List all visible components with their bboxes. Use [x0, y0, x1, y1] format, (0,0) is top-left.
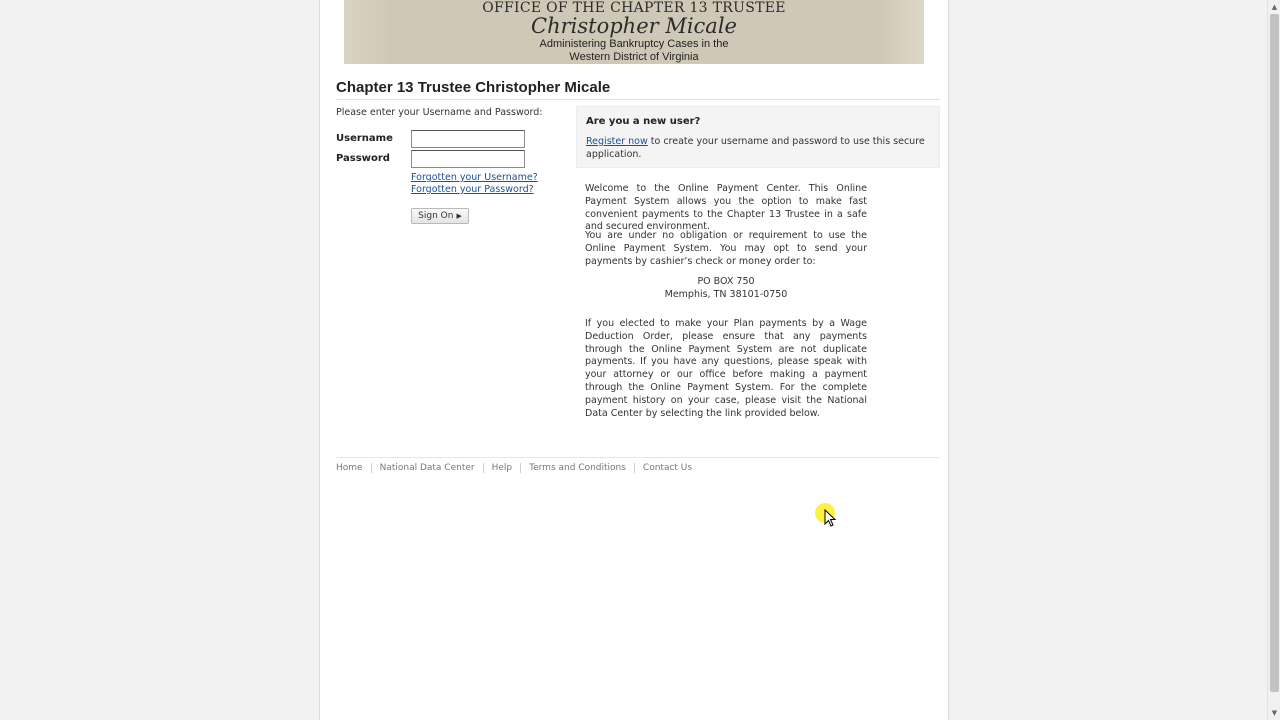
footer-link-contact-us[interactable]: Contact Us: [634, 463, 700, 473]
footer-link-national-data-center[interactable]: National Data Center: [371, 463, 483, 473]
banner-subtitle-line2: Western District of Virginia: [569, 51, 699, 63]
mouse-pointer-icon: [824, 509, 836, 527]
username-label: Username: [336, 133, 393, 144]
forgot-username-link[interactable]: Forgotten your Username?: [411, 172, 538, 183]
register-description: to create your username and password to use this secure application.: [586, 136, 925, 160]
sign-on-button[interactable]: [411, 208, 469, 224]
wage-deduction-paragraph: If you elected to make your Plan payments by a Wage Deduction Order, please ensure that any payments through the Online Payment System are not duplicate payments. If you have any questions, please speak with your attorney or our office before making a payment through the Online Payment System. For the complete payment history on your case, please visit the National Data Center by selecting the link provided below.: [585, 318, 867, 419]
sign-on-label: Sign On: [418, 211, 454, 221]
password-label: Password: [336, 153, 390, 164]
banner-trustee-name: Christopher Micale: [531, 14, 737, 38]
page-title: Chapter 13 Trustee Christopher Micale: [336, 79, 940, 100]
login-prompt: Please enter your Username and Password:: [336, 107, 543, 118]
address-line-2: Memphis, TN 38101-0750: [664, 289, 788, 300]
new-user-panel: [576, 106, 940, 168]
scroll-down-arrow-icon[interactable]: ▼: [1271, 709, 1278, 717]
password-input[interactable]: [413, 158, 523, 172]
footer-link-terms-and-conditions[interactable]: Terms and Conditions: [520, 463, 634, 473]
new-user-text: [586, 136, 926, 161]
footer-link-home[interactable]: Home: [336, 463, 363, 473]
banner-office-title: OFFICE OF THE CHAPTER 13 TRUSTEE: [482, 0, 786, 16]
scroll-up-arrow-icon[interactable]: ▲: [1271, 3, 1278, 11]
banner-subtitle-line1: Administering Bankruptcy Cases in the: [539, 38, 729, 50]
new-user-title: Are you a new user?: [586, 116, 701, 127]
footer-link-help[interactable]: Help: [483, 463, 521, 473]
username-field-wrapper: [411, 130, 525, 148]
page-container: [319, 0, 949, 720]
register-now-link[interactable]: Register now: [586, 136, 648, 147]
vertical-scrollbar[interactable]: [1267, 0, 1280, 720]
obligation-paragraph: You are under no obligation or requirement to use the Online Payment System. You may opt to send your payments by cashier’s check or money order to:: [585, 230, 867, 267]
address-line-1: PO BOX 750: [697, 276, 755, 287]
footer-nav: [336, 463, 700, 473]
forgot-password-link[interactable]: Forgotten your Password?: [411, 184, 534, 195]
scrollbar-thumb[interactable]: [1270, 14, 1279, 692]
play-arrow-icon: ▶: [456, 212, 462, 220]
welcome-paragraph: Welcome to the Online Payment Center. This Online Payment System allows you the option to make fast convenient payments to the Chapter 13 Trustee in a safe and secured environment.: [585, 183, 867, 233]
password-field-wrapper: [411, 150, 525, 168]
footer-divider: [336, 457, 940, 458]
header-banner: [344, 0, 924, 64]
